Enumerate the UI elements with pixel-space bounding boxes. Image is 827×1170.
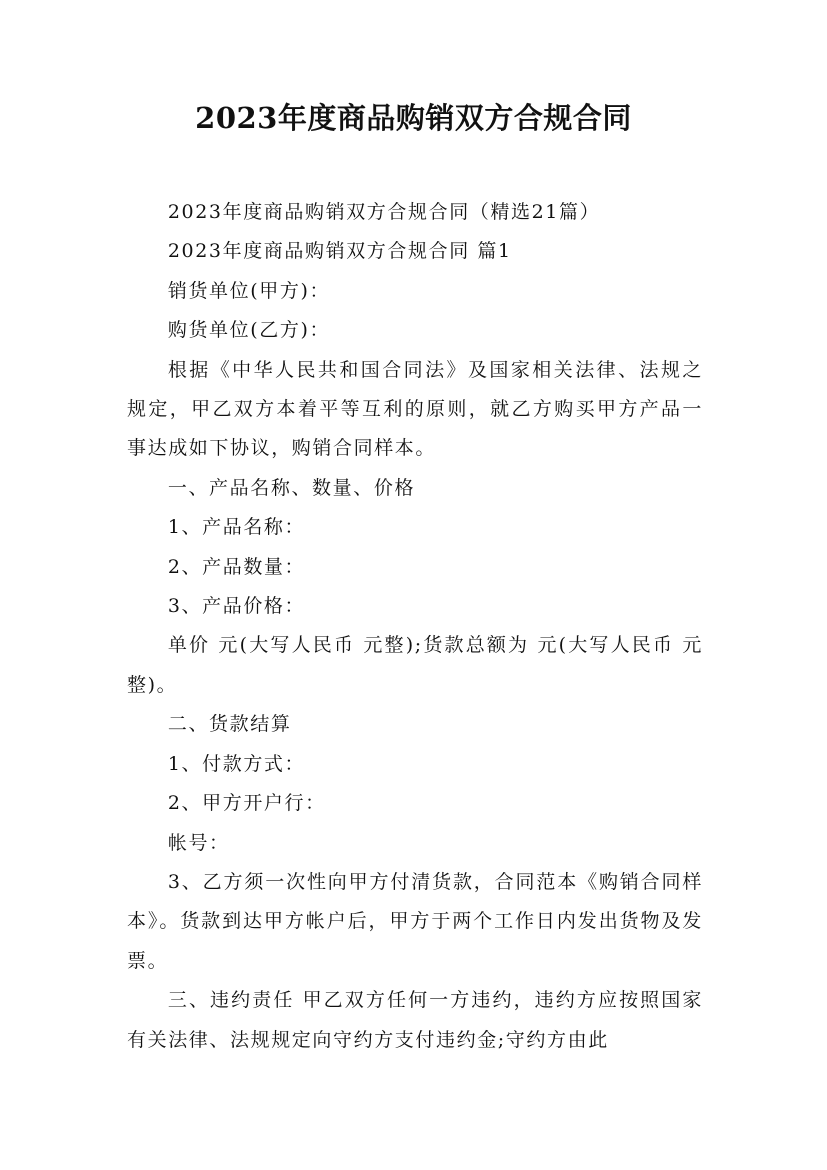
section-heading-liability: 三、违约责任 甲乙双方任何一方违约，违约方应按照国家有关法律、法规规定向守约方支付违约金;守约方由此 <box>127 989 703 1051</box>
document-title: 2023年度商品购销双方合规合同 <box>195 101 632 135</box>
paragraph-unit-price: 单价 元(大写人民币 元整);货款总额为 元(大写人民币 元整)。 <box>127 634 703 696</box>
paragraph-chapter-heading: 2023年度商品购销双方合规合同 篇1 <box>167 240 512 263</box>
paragraph-product-quantity: 2、产品数量： <box>167 555 306 578</box>
paragraph-buyer: 购货单位(乙方)： <box>167 319 331 342</box>
paragraph-payment-method: 1、付款方式： <box>167 752 306 775</box>
paragraph-seller: 销货单位(甲方)： <box>167 279 331 302</box>
section-heading-settlement: 二、货款结算 <box>167 713 292 736</box>
document-body <box>127 193 703 1060</box>
paragraph-bank: 2、甲方开户行： <box>167 792 326 815</box>
paragraph-preamble: 根据《中华人民共和国合同法》及国家相关法律、法规之规定，甲乙双方本着平等互利的原则，就乙方购买甲方产品一事达成如下协议，购销合同样本。 <box>127 358 703 460</box>
paragraph-product-name: 1、产品名称： <box>167 516 306 539</box>
paragraph-product-price: 3、产品价格： <box>167 595 306 618</box>
section-heading-product: 一、产品名称、数量、价格 <box>167 476 416 499</box>
paragraph-intro: 2023年度商品购销双方合规合同（精选21篇） <box>167 201 601 223</box>
paragraph-account: 帐号： <box>167 831 230 854</box>
paragraph-payment-terms: 3、乙方须一次性向甲方付清货款，合同范本《购销合同样本》。货款到达甲方帐户后，甲方于两个工作日内发出货物及发票。 <box>127 870 703 972</box>
